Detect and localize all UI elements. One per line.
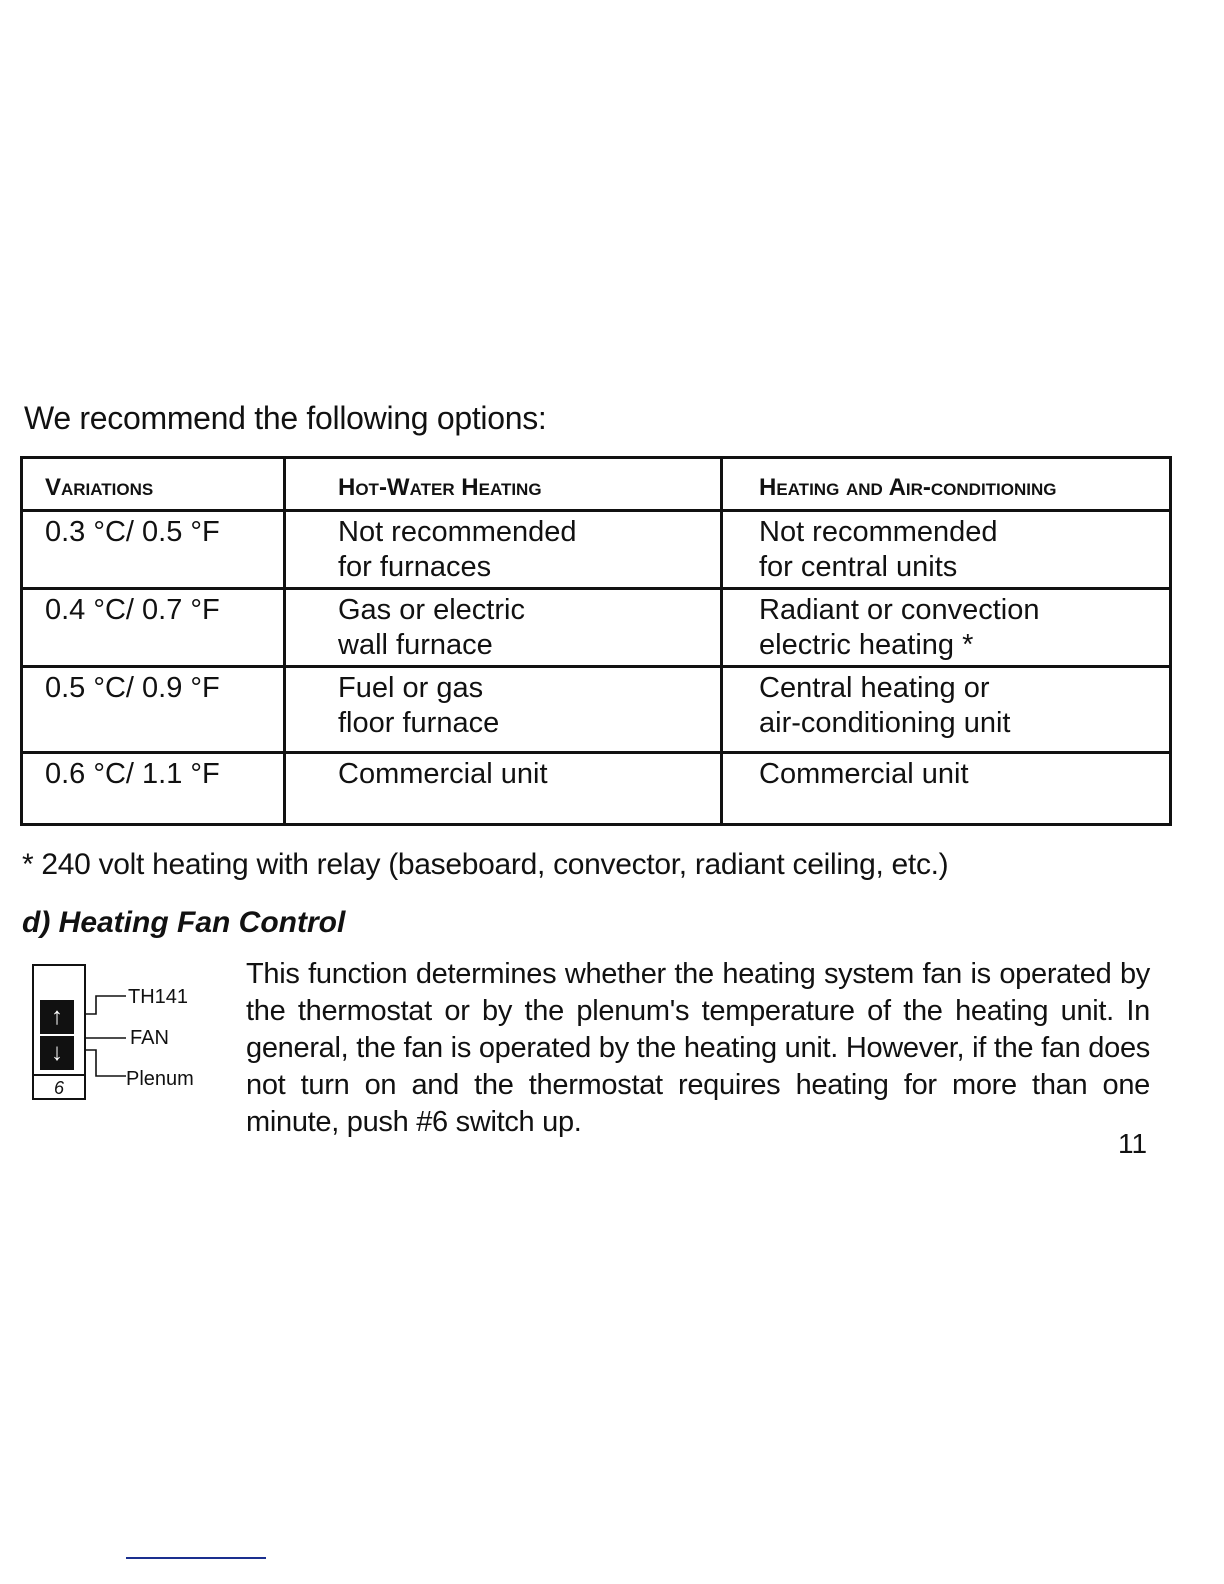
cell-variation: 0.3 °C/ 0.5 °F (22, 511, 285, 589)
footnote: * 240 volt heating with relay (baseboard, convector, radiant ceiling, etc.) (22, 848, 949, 881)
label-th141: TH141 (128, 986, 189, 1008)
dip-switch-diagram (32, 964, 86, 1100)
table-row (22, 667, 1171, 753)
cell-heating-ac: Central heating or air-conditioning unit (722, 667, 1171, 753)
switch-number: 6 (34, 1074, 84, 1100)
label-fan: FAN (130, 1027, 169, 1049)
cell-heating-ac: Commercial unit (722, 753, 1171, 825)
cell-variation: 0.6 °C/ 1.1 °F (22, 753, 285, 825)
leader-lines-icon (82, 980, 128, 1090)
cell-heating-ac: Radiant or convection electric heating * (722, 589, 1171, 667)
header-hot-water-heating: Hot-Water Heating (285, 458, 722, 511)
cell-hot-water: Fuel or gas floor furnace (285, 667, 722, 753)
table-row (22, 511, 1171, 589)
header-heating-air-conditioning: Heating and Air-conditioning (722, 458, 1171, 511)
options-table (20, 456, 1172, 826)
bottom-rule (126, 1557, 266, 1559)
table-header-row (22, 458, 1171, 511)
table-row (22, 753, 1171, 825)
label-plenum: Plenum (126, 1068, 194, 1090)
cell-hot-water: Not recommended for furnaces (285, 511, 722, 589)
header-variations: Variations (22, 458, 285, 511)
cell-heating-ac: Not recommended for central units (722, 511, 1171, 589)
arrow-up-icon: ↑ (40, 1000, 74, 1034)
page-number: 11 (1118, 1128, 1148, 1159)
table-row (22, 589, 1171, 667)
cell-variation: 0.5 °C/ 0.9 °F (22, 667, 285, 753)
cell-hot-water: Commercial unit (285, 753, 722, 825)
section-body: This function determines whether the heating system fan is operated by the thermostat or by the plenum's temperature of the heating unit. In general, the fan is operated by the heating unit. However, if the fan does not turn on and the thermostat requires heating for more than one minute, push #6 switch up. (246, 958, 1150, 1138)
cell-hot-water: Gas or electric wall furnace (285, 589, 722, 667)
arrow-down-icon: ↓ (40, 1036, 74, 1070)
intro-text: We recommend the following options: (24, 400, 547, 436)
section-title: d) Heating Fan Control (22, 906, 346, 939)
cell-variation: 0.4 °C/ 0.7 °F (22, 589, 285, 667)
